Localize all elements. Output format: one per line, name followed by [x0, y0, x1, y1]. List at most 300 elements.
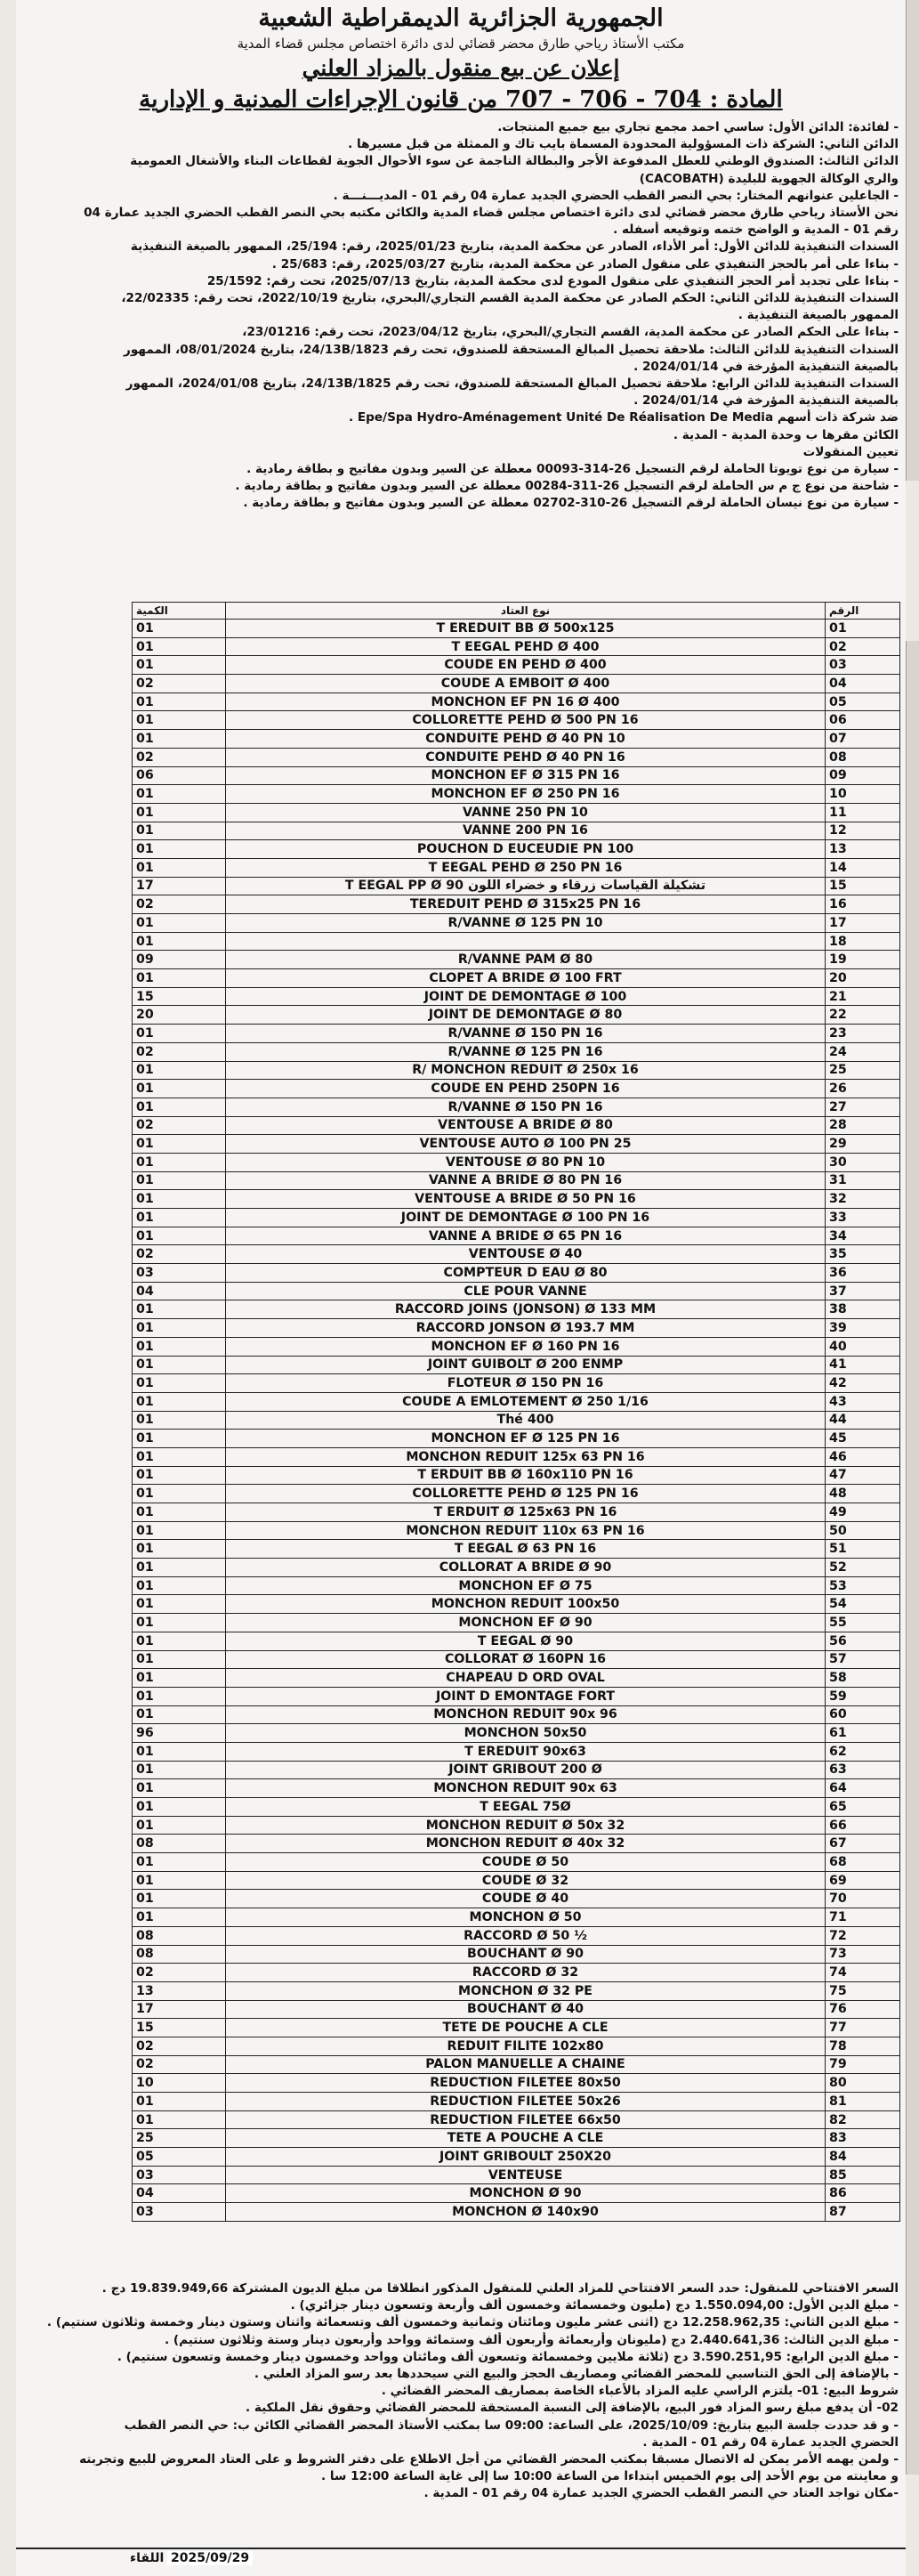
row-number: 20: [826, 969, 900, 988]
row-quantity: 13: [133, 1981, 226, 2000]
intro-line: والري الوكالة الجهوية للبليدة (CACOBATH): [639, 171, 899, 186]
row-quantity: 01: [133, 1595, 226, 1614]
table-row: [133, 1466, 900, 1485]
intro-line: - بناءا على تجديد أمر الحجز التنفيذي على منقول المودع لدى محكمة المدية، بتاريخ 2025/07/13، تحت رقم: 25/1592: [206, 273, 899, 288]
table-row: [133, 1245, 900, 1264]
row-quantity: 01: [133, 656, 226, 675]
table-row: [133, 2055, 900, 2074]
table-row: [133, 2129, 900, 2148]
condition-line: - مبلغ الدين الثاني: 12.258.962,35 دج (اثنى عشر مليون ومائتان وثمانية وخمسون ألف وتسعمائة واثنان وستون دينار وخمسة وثلاثون سنتيم) .: [46, 2315, 899, 2330]
row-number: 71: [826, 1908, 900, 1927]
row-quantity: 01: [133, 730, 226, 749]
row-number: 86: [826, 2184, 900, 2203]
table-row: [133, 1981, 900, 2000]
row-equipment-type: MONCHON Ø 32 PE: [226, 1981, 826, 2000]
row-number: 65: [826, 1798, 900, 1817]
row-quantity: 01: [133, 1871, 226, 1890]
intro-line: السندات التنفيذية للدائن الثاني: الحكم الصادر عن محكمة المدية القسم التجاري/البحري، بتاريخ 2022/10/19، تحت رقم: 22/02335،: [121, 291, 899, 306]
table-row: [133, 1687, 900, 1705]
row-number: 34: [826, 1227, 900, 1245]
row-quantity: 02: [133, 1245, 226, 1264]
intro-line: الدائن الثالث: الصندوق الوطني للعطل المدفوعة الأجر والبطالة الناجمة عن سوء الأحوال الجوية لقطاعات البناء والأشغال العمومية: [130, 154, 899, 169]
row-number: 47: [826, 1466, 900, 1485]
row-equipment-type: COLLORETTE PEHD Ø 500 PN 16: [226, 711, 826, 730]
intro-line: بالصيغة التنفيذية المؤرخة في 2024/01/14 .: [633, 359, 899, 374]
row-quantity: 01: [133, 1337, 226, 1356]
table-row: [133, 2000, 900, 2019]
row-equipment-type: COUDE Ø 50: [226, 1853, 826, 1872]
row-quantity: 01: [133, 1171, 226, 1190]
row-number: 69: [826, 1871, 900, 1890]
table-row: [133, 711, 900, 730]
row-quantity: 01: [133, 932, 226, 951]
table-row: [133, 1356, 900, 1374]
row-number: 53: [826, 1576, 900, 1595]
row-quantity: 01: [133, 1669, 226, 1688]
intro-line: رقم 01 - المدية و الواضح ختمه وتوقيعه أسفله .: [613, 223, 899, 238]
row-equipment-type: T EEGAL Ø 90: [226, 1632, 826, 1650]
row-equipment-type: Thé 400: [226, 1411, 826, 1430]
row-quantity: 01: [133, 1485, 226, 1503]
row-quantity: 02: [133, 1042, 226, 1061]
row-equipment-type: POUCHON D EUCEUDIE PN 100: [226, 840, 826, 859]
table-row: [133, 1595, 900, 1614]
row-quantity: 02: [133, 1116, 226, 1135]
table-row: [133, 1264, 900, 1283]
row-quantity: 01: [133, 1319, 226, 1338]
legal-articles: المادة : 704 - 706 - 707 من قانون الإجراءات المدنية و الإدارية: [139, 86, 783, 113]
table-row: [133, 1227, 900, 1245]
table-row: [133, 730, 900, 749]
condition-line: - ولمن يهمه الأمر يمكن له الاتصال مسبقا بمكتب المحضر القضائي من أجل الاطلاع على دفتر الشروط و على العتاد المعروض للبيع وتجربته: [79, 2452, 899, 2467]
row-number: 70: [826, 1890, 900, 1908]
row-equipment-type: VANNE 200 PN 16: [226, 822, 826, 840]
row-number: 06: [826, 711, 900, 730]
row-quantity: 01: [133, 785, 226, 804]
row-quantity: 01: [133, 1392, 226, 1411]
row-quantity: 01: [133, 1540, 226, 1559]
row-equipment-type: TETE A POUCHE A CLE: [226, 2129, 826, 2148]
intro-line: ضد شركة ذات أسهم Epe/Spa Hydro-Aménagement Unité De Réalisation De Media .: [348, 410, 899, 425]
row-number: 24: [826, 1042, 900, 1061]
row-quantity: 01: [133, 1742, 226, 1761]
row-equipment-type: COLLORAT Ø 160PN 16: [226, 1650, 826, 1669]
row-number: 56: [826, 1632, 900, 1650]
equipment-table: [132, 602, 900, 2222]
header-quantity: الكمية: [133, 603, 226, 620]
notice-intro: [23, 119, 899, 513]
row-equipment-type: R/VANNE PAM Ø 80: [226, 951, 826, 969]
row-quantity: 03: [133, 1264, 226, 1283]
row-number: 76: [826, 2000, 900, 2019]
table-row: [133, 1282, 900, 1300]
row-equipment-type: VANNE 250 PN 10: [226, 803, 826, 822]
table-row: [133, 766, 900, 785]
row-equipment-type: [226, 932, 826, 951]
condition-line: - مبلغ الدين الثالث: 2.440.641,36 دج (مليونان وأربعمائة وأربعون ألف وستمائة وواحد وأربعون دينار وستة وثلاثون سنتيم) .: [164, 2332, 899, 2347]
row-quantity: 01: [133, 840, 226, 859]
table-row: [133, 1485, 900, 1503]
row-quantity: 01: [133, 1761, 226, 1779]
row-quantity: 01: [133, 1614, 226, 1632]
row-equipment-type: MONCHON EF Ø 250 PN 16: [226, 785, 826, 804]
row-number: 19: [826, 951, 900, 969]
condition-line: - بالإضافة إلى الحق التناسبي للمحضر القضائي ومصاريف الحجز والبيع التي سيحددها بعد رسو المزاد العلني .: [254, 2367, 899, 2382]
table-row: [133, 1209, 900, 1227]
table-row: [133, 2184, 900, 2203]
row-number: 58: [826, 1669, 900, 1688]
row-number: 31: [826, 1171, 900, 1190]
row-quantity: 04: [133, 1282, 226, 1300]
row-equipment-type: R/VANNE Ø 125 PN 16: [226, 1042, 826, 1061]
row-equipment-type: MONCHON Ø 50: [226, 1908, 826, 1927]
row-quantity: 01: [133, 1300, 226, 1319]
row-number: 85: [826, 2166, 900, 2184]
row-number: 27: [826, 1098, 900, 1116]
table-row: [133, 1061, 900, 1080]
row-number: 38: [826, 1300, 900, 1319]
row-number: 45: [826, 1430, 900, 1448]
row-quantity: 01: [133, 1687, 226, 1705]
row-quantity: 01: [133, 969, 226, 988]
newspaper-page: [16, 0, 906, 2576]
row-equipment-type: RACCORD Ø 32: [226, 1964, 826, 1982]
row-number: 30: [826, 1153, 900, 1171]
newspaper-name: اللقاء: [130, 2551, 165, 2565]
row-quantity: 04: [133, 2184, 226, 2203]
table-row: [133, 1779, 900, 1798]
row-number: 07: [826, 730, 900, 749]
row-number: 36: [826, 1264, 900, 1283]
table-row: [133, 1337, 900, 1356]
row-number: 68: [826, 1853, 900, 1872]
table-row: [133, 969, 900, 988]
condition-line: الحضري الجديد عمارة 04 رقم 01 - المدية .: [642, 2434, 899, 2450]
row-number: 42: [826, 1374, 900, 1393]
row-equipment-type: REDUIT FILITE 102x80: [226, 2037, 826, 2055]
table-row: [133, 858, 900, 877]
publication-date: 2025/09/29: [167, 2551, 253, 2565]
row-equipment-type: MONCHON REDUIT 90x 63: [226, 1779, 826, 1798]
row-equipment-type: T EEGAL Ø 63 PN 16: [226, 1540, 826, 1559]
row-equipment-type: JOINT DE DEMONTAGE Ø 100 PN 16: [226, 1209, 826, 1227]
row-equipment-type: MONCHON EF Ø 160 PN 16: [226, 1337, 826, 1356]
row-equipment-type: VENTOUSE Ø 80 PN 10: [226, 1153, 826, 1171]
condition-line: - مبلغ الدين الأول: 1.550.094,00 دج (مليون وخمسمائة وخمسون ألف وأربعة وتسعون دينار جزائري) .: [290, 2298, 899, 2313]
row-number: 75: [826, 1981, 900, 2000]
row-number: 37: [826, 1282, 900, 1300]
intro-line: - سيارة من نوع تويوتا الحاملة لرقم التسجيل 26-314-00093 معطلة عن السير وبدون مفاتيح و بطاقة رمادية .: [246, 462, 899, 477]
row-number: 54: [826, 1595, 900, 1614]
row-quantity: 06: [133, 766, 226, 785]
row-number: 33: [826, 1209, 900, 1227]
row-quantity: 01: [133, 1411, 226, 1430]
row-equipment-type: REDUCTION FILETEE 80x50: [226, 2074, 826, 2093]
row-equipment-type: COUDE Ø 40: [226, 1890, 826, 1908]
row-equipment-type: REDUCTION FILETEE 50x26: [226, 2093, 826, 2111]
row-number: 41: [826, 1356, 900, 1374]
table-row: [133, 1926, 900, 1945]
table-row: [133, 1503, 900, 1522]
intro-line: الممهور بالصيغة التنفيذية .: [738, 308, 899, 323]
row-number: 08: [826, 748, 900, 766]
row-quantity: 01: [133, 1374, 226, 1393]
table-row: [133, 877, 900, 895]
row-quantity: 02: [133, 1964, 226, 1982]
row-number: 50: [826, 1521, 900, 1540]
row-number: 18: [826, 932, 900, 951]
table-row: [133, 1871, 900, 1890]
row-number: 16: [826, 895, 900, 914]
row-quantity: 01: [133, 1080, 226, 1098]
row-equipment-type: JOINT DE DEMONTAGE Ø 100: [226, 987, 826, 1006]
table-row: [133, 803, 900, 822]
table-row: [133, 1521, 900, 1540]
row-equipment-type: COUDE A EMLOTEMENT Ø 250 1/16: [226, 1392, 826, 1411]
row-quantity: 01: [133, 1466, 226, 1485]
adjacent-page-edge: [906, 0, 919, 481]
table-row: [133, 1190, 900, 1209]
row-equipment-type: MONCHON EF Ø 90: [226, 1614, 826, 1632]
row-equipment-type: R/ MONCHON REDUIT Ø 250x 16: [226, 1061, 826, 1080]
row-equipment-type: JOINT D EMONTAGE FORT: [226, 1687, 826, 1705]
row-quantity: 02: [133, 895, 226, 914]
row-quantity: 01: [133, 1430, 226, 1448]
row-number: 49: [826, 1503, 900, 1522]
row-quantity: 01: [133, 1098, 226, 1116]
notice-title: إعلان عن بيع منقول بالمزاد العلني: [302, 55, 620, 81]
row-equipment-type: T ERDUIT Ø 125x63 PN 16: [226, 1503, 826, 1522]
row-equipment-type: COUDE Ø 32: [226, 1871, 826, 1890]
table-row: [133, 914, 900, 933]
row-number: 79: [826, 2055, 900, 2074]
adjacent-page-edge: [906, 641, 919, 2475]
row-number: 73: [826, 1945, 900, 1964]
table-row: [133, 1908, 900, 1927]
row-quantity: 01: [133, 1890, 226, 1908]
header-number: الرقم: [826, 603, 900, 620]
table-row: [133, 1319, 900, 1338]
table-row: [133, 1042, 900, 1061]
row-quantity: 96: [133, 1724, 226, 1743]
row-equipment-type: RACCORD Ø 50 ½: [226, 1926, 826, 1945]
table-row: [133, 1374, 900, 1393]
table-row: [133, 1300, 900, 1319]
row-equipment-type: VENTOUSE A BRIDE Ø 80: [226, 1116, 826, 1135]
row-quantity: 01: [133, 1190, 226, 1209]
table-row: [133, 895, 900, 914]
row-number: 57: [826, 1650, 900, 1669]
row-quantity: 01: [133, 1853, 226, 1872]
row-number: 39: [826, 1319, 900, 1338]
row-quantity: 01: [133, 1153, 226, 1171]
row-equipment-type: MONCHON EF Ø 75: [226, 1576, 826, 1595]
header-type: نوع العتاد: [226, 603, 826, 620]
row-quantity: 01: [133, 1779, 226, 1798]
row-equipment-type: T EEGAL PEHD Ø 250 PN 16: [226, 858, 826, 877]
table-row: [133, 1006, 900, 1025]
intro-line: - سيارة من نوع نيسان الحاملة لرقم التسجيل 26-310-02702 معطلة عن السير وبدون مفاتيح و بطاقة رمادية .: [243, 496, 899, 511]
table-row: [133, 2166, 900, 2184]
row-equipment-type: CHAPEAU D ORD OVAL: [226, 1669, 826, 1688]
condition-line: و معاينته من يوم الأحد إلى يوم الخميس ابتداءا من الساعة 10:00 سا إلى غاية الساعة 12:00 سا .: [321, 2469, 899, 2484]
row-number: 78: [826, 2037, 900, 2055]
table-row: [133, 1724, 900, 1743]
row-equipment-type: TEREDUIT PEHD Ø 315x25 PN 16: [226, 895, 826, 914]
sale-conditions: [23, 2280, 899, 2503]
row-number: 40: [826, 1337, 900, 1356]
table-row: [133, 1098, 900, 1116]
intro-line: تعيين المنقولات: [802, 444, 899, 459]
intro-line: - بناءا على أمر بالحجز التنفيذي على منقول الصادر عن محكمة المدية، بتاريخ 2025/03/27، رقم: 25/683 .: [271, 256, 899, 271]
row-quantity: 25: [133, 2129, 226, 2148]
row-equipment-type: MONCHON Ø 140x90: [226, 2203, 826, 2222]
table-header-row: [133, 603, 900, 620]
intro-line: الكائن مقرها ب وحدة المدية - المدية .: [673, 427, 899, 442]
row-number: 03: [826, 656, 900, 675]
row-equipment-type: COUDE EN PEHD 250PN 16: [226, 1080, 826, 1098]
table-row: [133, 1650, 900, 1669]
row-equipment-type: CONDUITE PEHD Ø 40 PN 10: [226, 730, 826, 749]
row-quantity: 08: [133, 1945, 226, 1964]
table-row: [133, 1171, 900, 1190]
notice-header: [16, 4, 906, 116]
row-number: 44: [826, 1411, 900, 1430]
row-equipment-type: VANNE A BRIDE Ø 65 PN 16: [226, 1227, 826, 1245]
row-equipment-type: RACCORD JOINS (JONSON) Ø 133 MM: [226, 1300, 826, 1319]
row-quantity: 01: [133, 1227, 226, 1245]
row-quantity: 01: [133, 1798, 226, 1817]
condition-line: 02- أن يدفع مبلغ رسو المزاد فور البيع، بالإضافة إلى النسبة المستحقة للمحضر القضائي وحقوق نقل الملكية .: [245, 2401, 899, 2416]
row-number: 02: [826, 637, 900, 656]
table-row: [133, 1669, 900, 1688]
row-equipment-type: PALON MANUELLE A CHAINE: [226, 2055, 826, 2074]
row-equipment-type: MONCHON Ø 90: [226, 2184, 826, 2203]
row-quantity: 20: [133, 1006, 226, 1025]
row-number: 13: [826, 840, 900, 859]
table-row: [133, 1705, 900, 1724]
intro-line: السندات التنفيذية للدائن الثالث: ملاحقة تحصيل المبالغ المستحقة للصندوق، تحت رقم 24/13B/1823، بتاريخ 08/01/2024، الممهور: [124, 342, 899, 357]
row-number: 09: [826, 766, 900, 785]
row-number: 23: [826, 1025, 900, 1043]
table-row: [133, 1632, 900, 1650]
row-quantity: 01: [133, 1559, 226, 1577]
intro-line: - بناءا على الحكم الصادر عن محكمة المدية، القسم التجاري/البحري، بتاريخ 2023/04/12، تحت رقم: 23/01216،: [242, 325, 899, 340]
row-equipment-type: COLLORAT A BRIDE Ø 90: [226, 1559, 826, 1577]
row-equipment-type: JOINT GUIBOLT Ø 200 ENMP: [226, 1356, 826, 1374]
table-row: [133, 620, 900, 638]
table-row: [133, 1614, 900, 1632]
row-equipment-type: VANNE A BRIDE Ø 80 PN 16: [226, 1171, 826, 1190]
table-row: [133, 1411, 900, 1430]
table-row: [133, 951, 900, 969]
table-row: [133, 2037, 900, 2055]
row-quantity: 01: [133, 620, 226, 638]
row-equipment-type: T ERDUIT BB Ø 160x110 PN 16: [226, 1466, 826, 1485]
row-number: 80: [826, 2074, 900, 2093]
row-number: 10: [826, 785, 900, 804]
table-row: [133, 1576, 900, 1595]
row-equipment-type: T EEGAL PEHD Ø 400: [226, 637, 826, 656]
row-number: 61: [826, 1724, 900, 1743]
row-number: 62: [826, 1742, 900, 1761]
row-quantity: 15: [133, 987, 226, 1006]
row-equipment-type: JOINT GRIBOUT 200 Ø: [226, 1761, 826, 1779]
row-quantity: 02: [133, 675, 226, 693]
row-number: 43: [826, 1392, 900, 1411]
row-quantity: 02: [133, 748, 226, 766]
row-number: 46: [826, 1447, 900, 1466]
row-number: 63: [826, 1761, 900, 1779]
row-number: 25: [826, 1061, 900, 1080]
row-number: 01: [826, 620, 900, 638]
row-equipment-type: COUDE EN PEHD Ø 400: [226, 656, 826, 675]
table-row: [133, 1835, 900, 1853]
row-number: 64: [826, 1779, 900, 1798]
condition-line: -مكان تواجد العتاد حي النصر القطب الحضري الجديد عمارة 04 رقم 01 - المدية .: [423, 2486, 899, 2501]
table-row: [133, 675, 900, 693]
row-equipment-type: RACCORD JONSON Ø 193.7 MM: [226, 1319, 826, 1338]
condition-line: - مبلغ الدين الرابع: 3.590.251,95 دج (ثلاثة ملايين وخمسمائة وتسعون ألف ومائتان وواحد وخمسون دينار وخمسة وتسعون سنتيم) .: [117, 2349, 899, 2364]
table-row: [133, 1135, 900, 1154]
condition-line: السعر الافتتاحي للمنقول: حدد السعر الافتتاحي للمزاد العلني للمنقول المذكور انطلاقا من مبلغ الديون المشتركة 19.839.949,66 دج .: [101, 2281, 899, 2296]
row-equipment-type: R/VANNE Ø 150 PN 16: [226, 1025, 826, 1043]
row-number: 72: [826, 1926, 900, 1945]
intro-line: نحن الأستاذ رياحي طارق محضر قضائي لدى دائرة اختصاص مجلس قضاء المدية والكائن مكتبه بحي النصر القطب الحضري الجديد عمارة 04: [84, 206, 899, 221]
row-number: 52: [826, 1559, 900, 1577]
row-quantity: 01: [133, 858, 226, 877]
row-quantity: 01: [133, 1521, 226, 1540]
table-row: [133, 748, 900, 766]
row-number: 22: [826, 1006, 900, 1025]
row-equipment-type: T EREDUIT 90x63: [226, 1742, 826, 1761]
condition-line: - و قد حددت جلسة البيع بتاريخ: 2025/10/09، على الساعة: 09:00 سا بمكتب الأستاذ المحضر القضائي الكائن ب: حي النصر القطب: [124, 2418, 899, 2433]
table-row: [133, 1798, 900, 1817]
row-number: 11: [826, 803, 900, 822]
row-quantity: 03: [133, 2166, 226, 2184]
table-row: [133, 1853, 900, 1872]
row-quantity: 01: [133, 1503, 226, 1522]
row-quantity: 01: [133, 637, 226, 656]
row-number: 14: [826, 858, 900, 877]
row-equipment-type: CONDUITE PEHD Ø 40 PN 16: [226, 748, 826, 766]
row-number: 82: [826, 2110, 900, 2129]
row-number: 87: [826, 2203, 900, 2222]
row-equipment-type: MONCHON EF Ø 315 PN 16: [226, 766, 826, 785]
row-number: 77: [826, 2019, 900, 2037]
row-quantity: 09: [133, 951, 226, 969]
row-quantity: 01: [133, 1447, 226, 1466]
row-number: 04: [826, 675, 900, 693]
row-number: 84: [826, 2148, 900, 2167]
table-row: [133, 1761, 900, 1779]
table-row: [133, 987, 900, 1006]
row-equipment-type: MONCHON EF Ø 125 PN 16: [226, 1430, 826, 1448]
row-equipment-type: JOINT DE DEMONTAGE Ø 80: [226, 1006, 826, 1025]
row-equipment-type: MONCHON REDUIT 110x 63 PN 16: [226, 1521, 826, 1540]
bailiff-office: مكتب الأستاذ رياحي طارق محضر قضائي لدى دائرة اختصاص مجلس قضاء المدية: [237, 36, 685, 52]
row-number: 51: [826, 1540, 900, 1559]
row-number: 81: [826, 2093, 900, 2111]
row-quantity: 02: [133, 2055, 226, 2074]
row-quantity: 01: [133, 1650, 226, 1669]
row-quantity: 01: [133, 803, 226, 822]
row-number: 15: [826, 877, 900, 895]
row-equipment-type: CLE POUR VANNE: [226, 1282, 826, 1300]
row-quantity: 01: [133, 2110, 226, 2129]
row-equipment-type: T EREDUIT BB Ø 500x125: [226, 620, 826, 638]
row-quantity: 01: [133, 1025, 226, 1043]
